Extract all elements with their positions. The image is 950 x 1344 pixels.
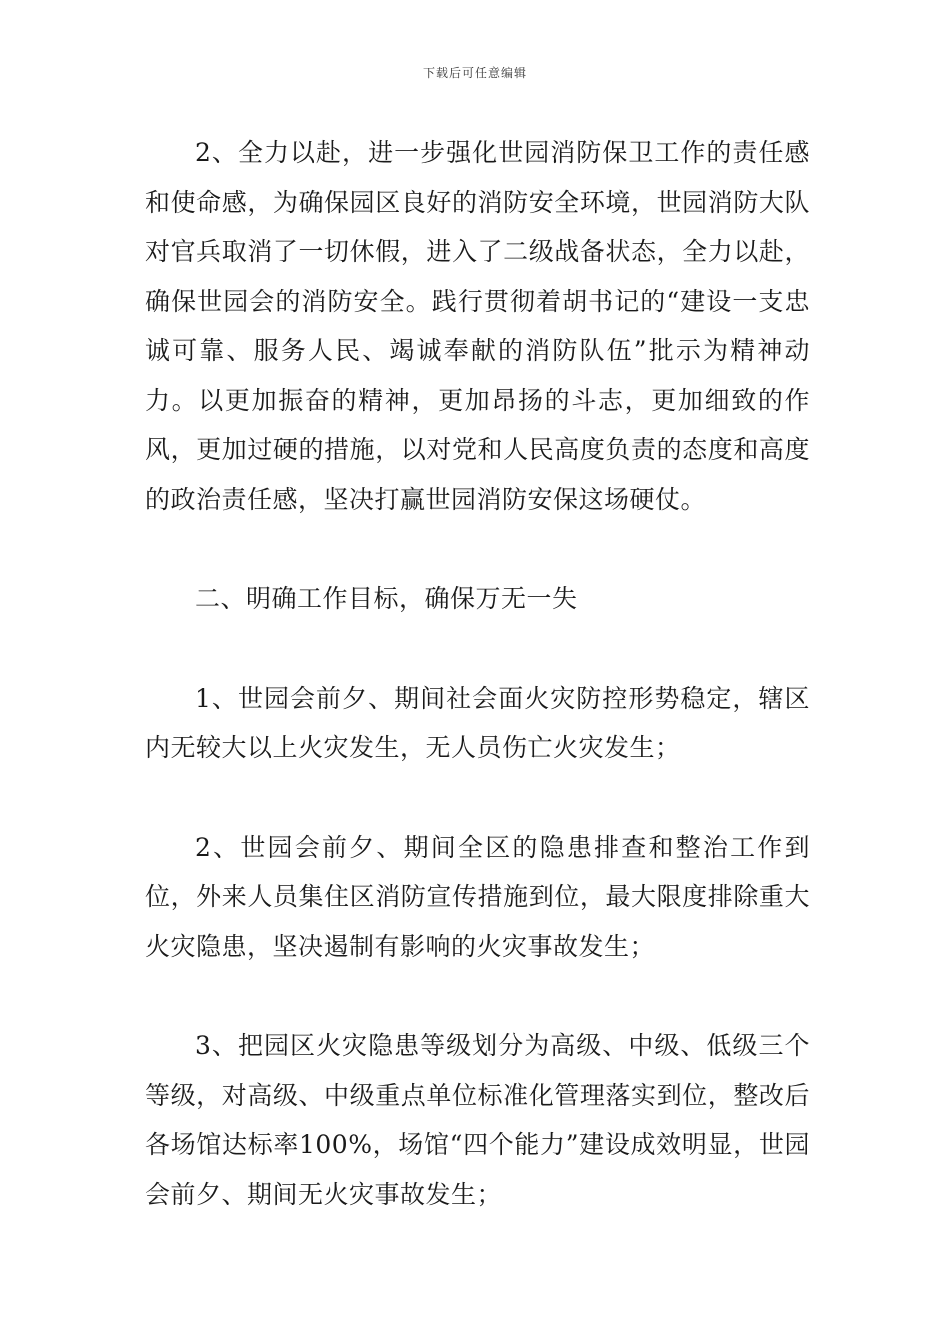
paragraph-gap	[145, 624, 810, 674]
paragraph-goal-2: 2、世园会前夕、期间全区的隐患排查和整治工作到位，外来人员集住区消防宣传措施到位，最大限度排除重大火灾隐患，坚决遏制有影响的火灾事故发生；	[145, 832, 810, 961]
paragraph-responsibility: 2、全力以赴，进一步强化世园消防保卫工作的责任感和使命感，为确保园区良好的消防安全环境，世园消防大队对官兵取消了一切休假，进入了二级战备状态，全力以赴，确保世园会的消防安全。践行贯彻着胡书记的“建设一支忠诚可靠、服务人民、竭诚奉献的消防队伍”批示为精神动力。以更加振奋的精神，更加昂扬的斗志，更加细致的作风，更加过硬的措施，以对党和人民高度负责的态度和高度的政治责任感，坚决打赢世园消防安保这场硬仗。	[145, 138, 810, 514]
paragraph-gap	[145, 773, 810, 823]
section-heading-work-goals: 二、明确工作目标，确保万无一失	[195, 584, 578, 613]
paragraph-goal-3: 3、把园区火灾隐患等级划分为高级、中级、低级三个等级，对高级、中级重点单位标准化管理落实到位，整改后各场馆达标率100%，场馆“四个能力”建设成效明显，世园会前夕、期间无火灾事故发生；	[145, 1031, 810, 1209]
document-body	[145, 128, 810, 1219]
paragraph-gap	[145, 524, 810, 574]
paragraph-goal-1: 1、世园会前夕、期间社会面火灾防控形势稳定，辖区内无较大以上火灾发生，无人员伤亡火灾发生；	[145, 683, 810, 762]
paragraph-gap	[145, 971, 810, 1021]
page-header-note: 下载后可任意编辑	[422, 66, 527, 80]
